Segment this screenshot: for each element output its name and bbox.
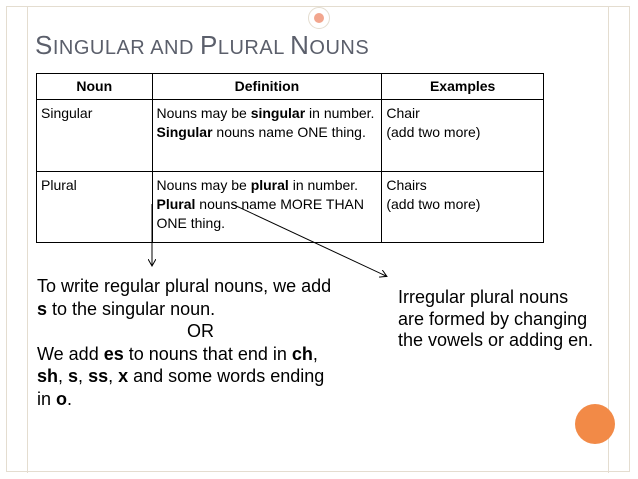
regular-plural-note: To write regular plural nouns, we add s to the singular noun. OR We add es to nouns that end in ch, sh, s, ss, x and some words ending in o.: [37, 276, 332, 409]
noun-cell: Plural: [37, 172, 153, 243]
irregular-plural-note: Irregular plural nouns are formed by changing the vowels or adding en.: [398, 287, 594, 350]
header-noun: Noun: [37, 74, 153, 100]
header-examples: Examples: [382, 74, 544, 100]
noun-cell: Singular: [37, 100, 153, 172]
definition-cell: Nouns may be singular in number. Singular nouns name ONE thing.: [152, 100, 382, 172]
examples-cell: Chair (add two more): [382, 100, 544, 172]
definition-cell: Nouns may be plural in number. Plural nouns name MORE THAN ONE thing.: [152, 172, 382, 243]
slide-title: SINGULAR AND PLURAL NOUNS: [35, 30, 370, 60]
arrow-to-irregular-note: [232, 204, 386, 276]
header-definition: Definition: [152, 74, 382, 100]
examples-cell: Chairs (add two more): [382, 172, 544, 243]
